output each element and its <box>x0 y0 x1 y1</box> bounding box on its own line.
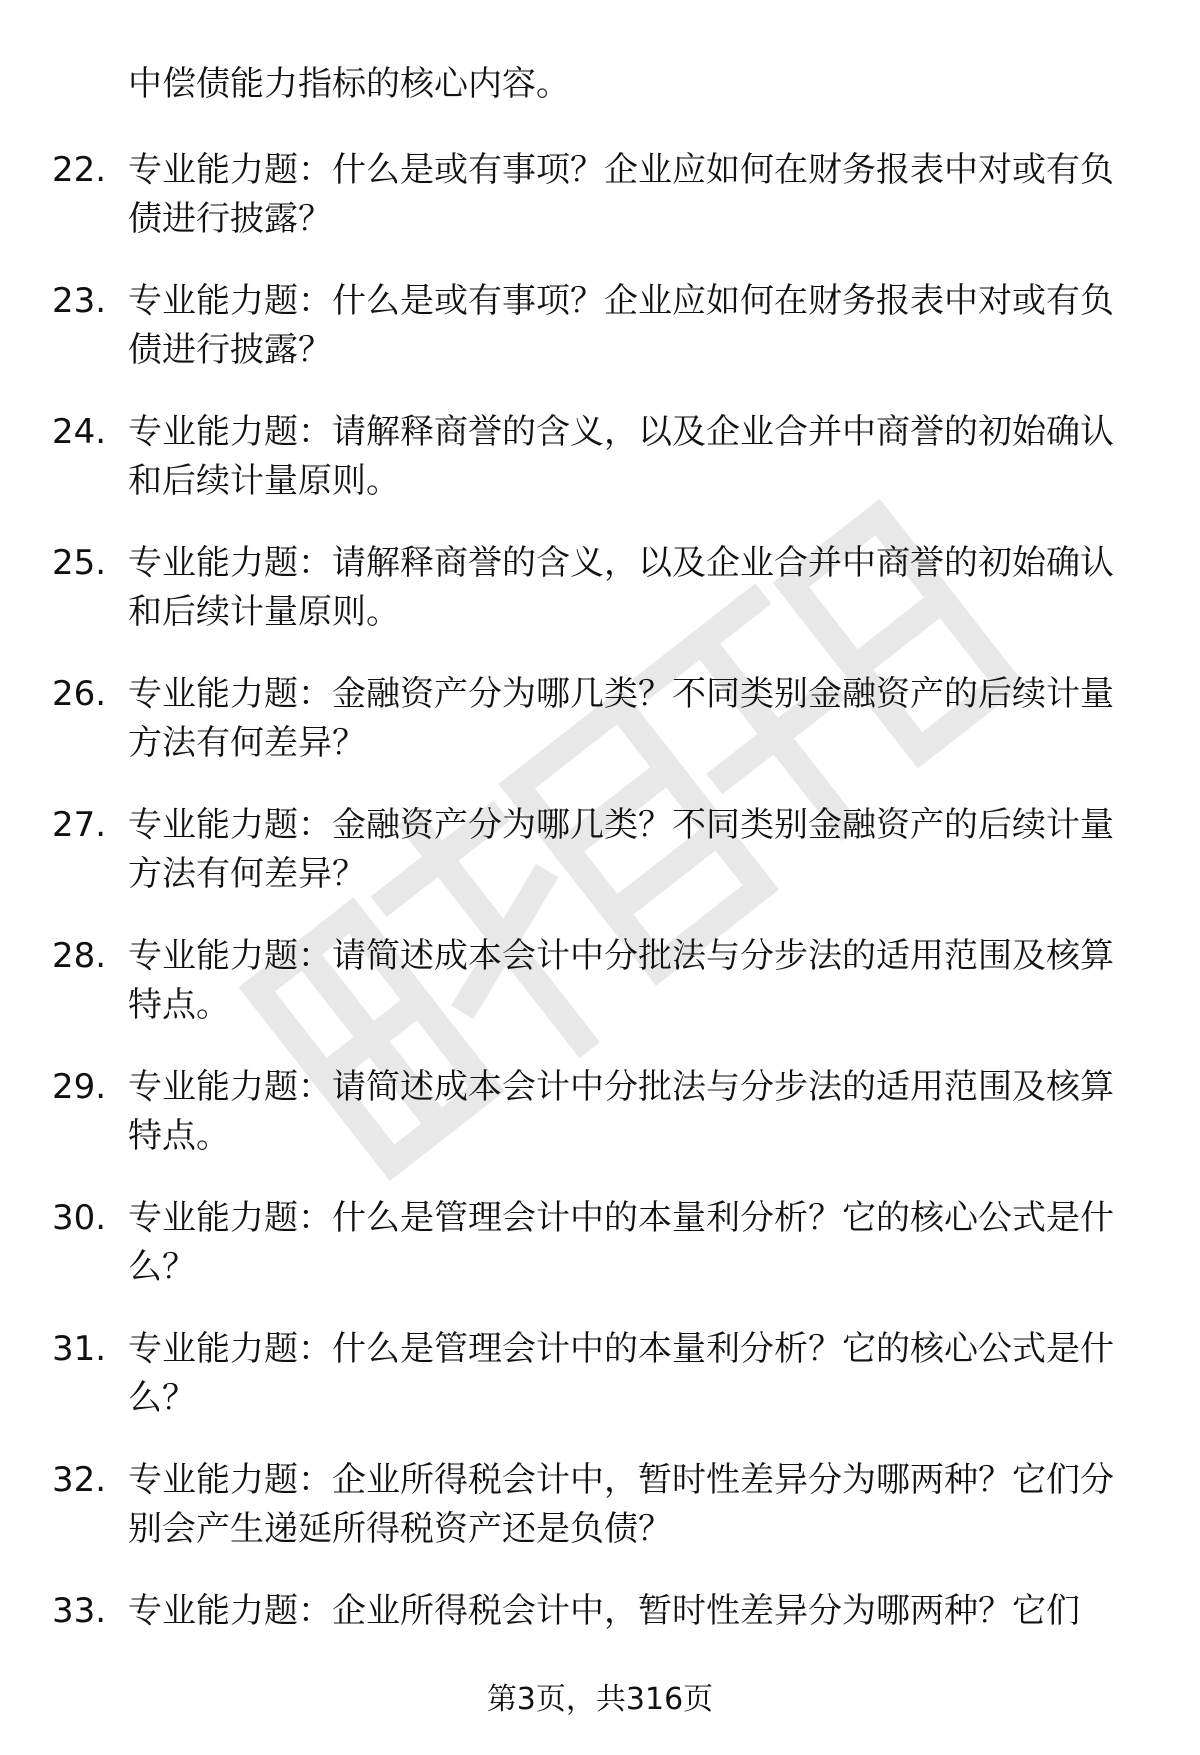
question-list <box>0 146 1200 1718</box>
question-number: 25. <box>52 543 107 583</box>
list-item <box>0 1456 1200 1587</box>
question-number: 26. <box>52 674 107 714</box>
question-number: 29. <box>52 1067 107 1107</box>
question-number: 24. <box>52 412 107 452</box>
list-item <box>0 801 1200 932</box>
question-text: 专业能力题：请简述成本会计中分批法与分步法的适用范围及核算特点。 <box>128 936 1114 1025</box>
question-number: 33. <box>52 1591 107 1631</box>
list-item <box>0 1325 1200 1456</box>
question-text: 专业能力题：什么是或有事项？企业应如何在财务报表中对或有负债进行披露？ <box>128 281 1114 370</box>
question-text: 专业能力题：企业所得税会计中，暂时性差异分为哪两种？它们 <box>128 1591 1080 1631</box>
question-number: 30. <box>52 1198 107 1238</box>
question-text: 专业能力题：请解释商誉的含义，以及企业合并中商誉的初始确认和后续计量原则。 <box>128 543 1114 632</box>
question-text: 专业能力题：什么是管理会计中的本量利分析？它的核心公式是什么？ <box>128 1329 1114 1418</box>
question-text: 专业能力题：什么是管理会计中的本量利分析？它的核心公式是什么？ <box>128 1198 1114 1287</box>
list-item <box>0 932 1200 1063</box>
list-item <box>0 146 1200 277</box>
question-number: 27. <box>52 805 107 845</box>
list-item <box>0 1194 1200 1325</box>
question-text: 专业能力题：企业所得税会计中，暂时性差异分为哪两种？它们分别会产生递延所得税资产还是负债？ <box>128 1460 1114 1549</box>
list-item <box>0 277 1200 408</box>
question-text: 专业能力题：金融资产分为哪几类？不同类别金融资产的后续计量方法有何差异？ <box>128 805 1114 894</box>
question-number: 32. <box>52 1460 107 1500</box>
list-item <box>0 539 1200 670</box>
question-number: 31. <box>52 1329 107 1369</box>
question-text: 专业能力题：什么是或有事项？企业应如何在财务报表中对或有负债进行披露？ <box>128 150 1114 239</box>
list-item <box>0 408 1200 539</box>
question-number: 28. <box>52 936 107 976</box>
question-number: 23. <box>52 281 107 321</box>
list-item <box>0 670 1200 801</box>
question-text: 专业能力题：请简述成本会计中分批法与分步法的适用范围及核算特点。 <box>128 1067 1114 1156</box>
page-footer: 第3页，共316页 <box>486 1682 714 1717</box>
list-item <box>0 1063 1200 1194</box>
continuation-text: 中偿债能力指标的核心内容。 <box>128 64 570 104</box>
question-text: 专业能力题：请解释商誉的含义，以及企业合并中商誉的初始确认和后续计量原则。 <box>128 412 1114 501</box>
question-text: 专业能力题：金融资产分为哪几类？不同类别金融资产的后续计量方法有何差异？ <box>128 674 1114 763</box>
question-number: 22. <box>52 150 107 190</box>
